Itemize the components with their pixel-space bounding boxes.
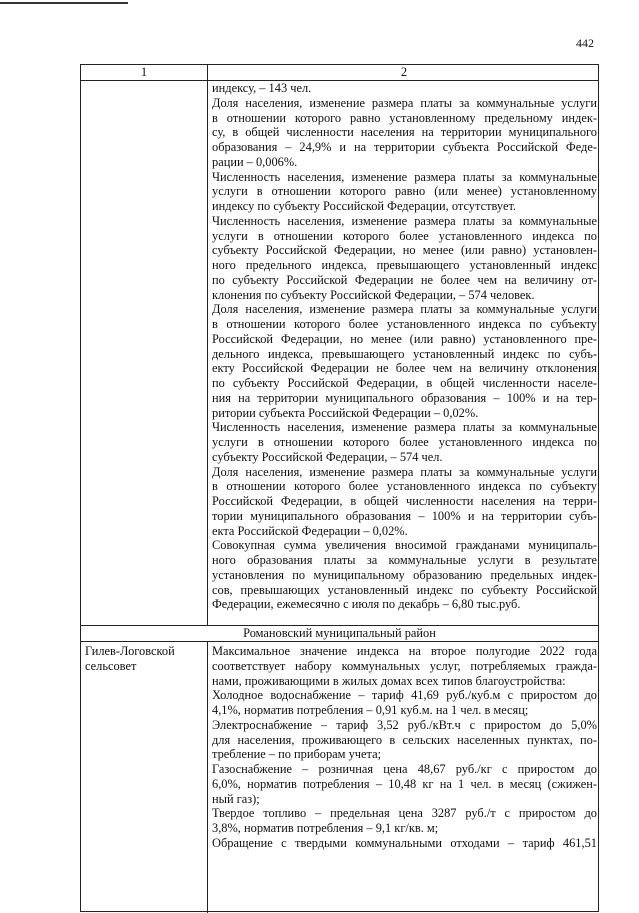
text-line: Обращение с твердыми коммунальными отходами – тариф 461,51: [212, 835, 597, 850]
text-line: Численность населения, изменение размера платы за коммунальные: [212, 213, 597, 228]
text-line: 4,1%, норматив потребления – 0,91 куб.м. на 1 чел. в месяц;: [212, 703, 529, 717]
text-line: ритории субъекта Российской Федерации – 0,02%.: [212, 405, 479, 420]
text-line: в отношении которого равно установленному предельному индек-: [212, 110, 597, 125]
text-line: су, в общей численности населения на территории муниципального: [212, 125, 597, 140]
text-line: Доля населения, изменение размера платы за коммунальные услуги: [212, 464, 597, 479]
text-line: услуги в отношении которого более установленного индекса по: [212, 228, 597, 243]
text-line: Твердое топливо – предельная цена 3287 руб./т с приростом до: [212, 806, 597, 821]
text-line: Доля населения, изменение размера платы за коммунальные услуги: [212, 95, 597, 110]
text-line: в отношении которого более установленного индекса по субъекту: [212, 479, 597, 494]
row-text-continuation: [212, 81, 597, 612]
text-line: услуги в отношении которого более установленного индекса по: [212, 435, 597, 449]
settlement-name: [85, 644, 203, 674]
text-line: Доля населения, изменение размера платы за коммунальные услуги: [212, 302, 597, 317]
text-line: Совокупная сумма увеличения вносимой гражданами муниципаль-: [212, 538, 597, 553]
column-header-1: 1: [140, 65, 148, 79]
text-line: клонения по субъекту Российской Федерации, – 574 человек.: [212, 287, 535, 302]
scan-artifact-line: [0, 2, 128, 4]
text-line: Федерации, ежемесячно с июля по декабрь – 6,80 тыс.руб.: [212, 597, 521, 612]
text-line: ный газ);: [212, 791, 260, 806]
column-divider-top: [207, 65, 208, 626]
settlement-line: Гилев-Логовской: [85, 644, 175, 658]
text-line: дельного индекса, превышающего установленный индекс по субъ-: [212, 346, 597, 361]
text-line: Газоснабжение – розничная цена 48,67 руб./кг с приростом до: [212, 762, 597, 776]
text-line: индексу по субъекту Российской Федерации, отсутствует.: [212, 199, 517, 213]
text-line: образования – 24,9% и на территории субъекта Российской Феде-: [212, 140, 597, 154]
text-line: установления по муниципальному образованию предельных индек-: [212, 567, 597, 582]
text-line: по субъекту Российской Федерации, в общей численности населе-: [212, 376, 597, 390]
text-line: индексу, – 143 чел.: [212, 81, 312, 95]
text-line: субъекту Российской Федерации, но менее (или равно) установлен-: [212, 243, 597, 258]
text-line: в отношении которого более установленного индекса по субъекту: [212, 317, 597, 331]
text-line: 6,0%, норматив потребления – 10,48 кг на 1 чел. в месяц (сжижен-: [212, 776, 597, 791]
text-line: для населения, проживающего в сельских населенных пунктах, по-: [212, 732, 597, 747]
text-line: екту Российской Федерации не более чем на величину отклонения: [212, 361, 597, 376]
text-line: сов, превышающих установленный индекс по субъекту Российской: [212, 582, 597, 597]
data-table: [80, 64, 599, 912]
text-line: Холодное водоснабжение – тариф 41,69 руб./куб.м с приростом до: [212, 688, 597, 703]
text-line: Российской Федерации, но менее (или равно) установленного пре-: [212, 331, 597, 346]
district-heading: Романовский муниципальный район: [243, 626, 436, 640]
column-divider-bottom: [207, 641, 208, 913]
text-line: рации – 0,006%.: [212, 154, 298, 169]
text-line: Максимальное значение индекса на второе полугодие 2022 года: [212, 644, 597, 658]
text-line: екта Российской Федерации – 0,02%.: [212, 523, 408, 538]
row-text-index-details: [212, 644, 597, 851]
district-rule-bottom: [81, 641, 598, 642]
text-line: субъекту Российской Федерации, – 574 чел.: [212, 449, 443, 464]
settlement-line: сельсовет: [85, 658, 137, 673]
text-line: соответствует набору коммунальных услуг, потребляемых гражда-: [212, 658, 597, 673]
text-line: ного предельного индекса, превышающего установленный индекс: [212, 258, 597, 272]
text-line: Численность населения, изменение размера платы за коммунальные: [212, 169, 597, 184]
text-line: ния на территории муниципального образования – 100% и на тер-: [212, 390, 597, 405]
text-line: услуги в отношении которого равно (или менее) установленному: [212, 184, 597, 199]
text-line: по субъекту Российской Федерации не более чем на величину от-: [212, 272, 597, 287]
page-number: 442: [576, 36, 594, 50]
column-header-2: 2: [400, 65, 408, 79]
text-line: требление – по приборам учета;: [212, 747, 382, 762]
text-line: нами, проживающими в жилых домах всех типов благоустройства:: [212, 673, 566, 688]
text-line: Численность населения, изменение размера платы за коммунальные: [212, 420, 597, 435]
text-line: Российской Федерации, в общей численности населения на терри-: [212, 494, 597, 508]
text-line: ного образования платы за коммунальные услуги в результате: [212, 553, 597, 567]
text-line: Электроснабжение – тариф 3,52 руб./кВт.ч с приростом до 5,0%: [212, 717, 597, 732]
text-line: тории муниципального образования – 100% и на территории субъ-: [212, 508, 597, 523]
text-line: 3,8%, норматив потребления – 9,1 кг/кв. м;: [212, 821, 439, 835]
